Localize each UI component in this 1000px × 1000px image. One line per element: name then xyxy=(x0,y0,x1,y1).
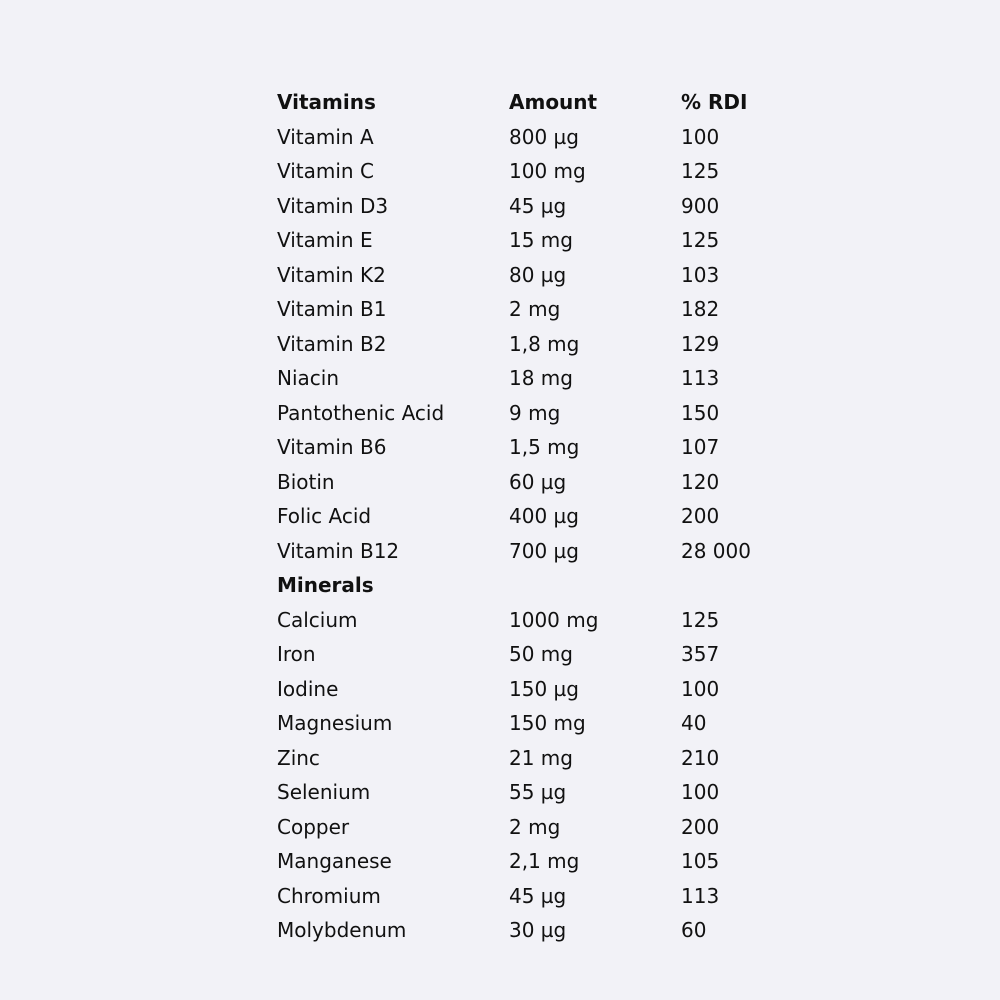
nutrient-rdi: 113 xyxy=(681,366,720,390)
nutrient-name: Zinc xyxy=(277,745,320,770)
nutrient-table-body xyxy=(277,85,801,948)
nutrient-amount: 2 mg xyxy=(509,297,561,321)
vitamin-row xyxy=(277,465,801,500)
nutrient-rdi: 107 xyxy=(681,435,720,459)
mineral-row xyxy=(277,844,801,879)
nutrient-table xyxy=(277,85,801,948)
vitamin-row xyxy=(277,120,801,155)
nutrient-amount: 9 mg xyxy=(509,400,561,425)
nutrient-amount: 21 mg xyxy=(509,745,573,770)
nutrient-name: Vitamin K2 xyxy=(277,262,386,287)
nutrient-name: Vitamin B2 xyxy=(277,331,387,356)
nutrient-rdi: 125 xyxy=(681,607,720,632)
nutrient-name: Calcium xyxy=(277,607,358,632)
nutrient-name: Magnesium xyxy=(277,711,393,735)
nutrient-amount: 50 mg xyxy=(509,642,573,666)
vitamin-row xyxy=(277,258,801,293)
nutrient-name: Chromium xyxy=(277,883,381,908)
nutrient-amount: 15 mg xyxy=(509,228,573,252)
nutrient-rdi: 40 xyxy=(681,711,707,735)
nutrient-rdi: 182 xyxy=(681,297,720,321)
nutrient-rdi: 125 xyxy=(681,228,720,252)
nutrient-rdi: 113 xyxy=(681,883,720,908)
nutrient-name: Iodine xyxy=(277,676,339,701)
vitamin-row xyxy=(277,154,801,189)
nutrient-rdi: 150 xyxy=(681,400,720,425)
minerals-header-row xyxy=(277,568,801,603)
mineral-row xyxy=(277,741,801,776)
mineral-row xyxy=(277,879,801,914)
nutrient-rdi: 900 xyxy=(681,193,720,218)
header-row xyxy=(277,85,801,120)
mineral-row xyxy=(277,913,801,948)
nutrient-name: Vitamin B1 xyxy=(277,297,387,321)
nutrient-amount: 60 µg xyxy=(509,469,567,494)
nutrient-name: Vitamin D3 xyxy=(277,193,389,218)
nutrient-rdi: 103 xyxy=(681,262,720,287)
nutrient-name: Biotin xyxy=(277,469,335,494)
nutrient-rdi: 129 xyxy=(681,331,720,356)
nutrient-rdi: 28 000 xyxy=(681,538,751,563)
nutrient-amount: 150 mg xyxy=(509,711,586,735)
nutrient-amount: 100 mg xyxy=(509,159,586,183)
nutrient-rdi: 60 xyxy=(681,918,707,942)
vitamin-row xyxy=(277,223,801,258)
vitamin-row xyxy=(277,327,801,362)
mineral-row xyxy=(277,672,801,707)
nutrient-amount: 45 µg xyxy=(509,193,567,218)
nutrient-name: Manganese xyxy=(277,849,392,873)
nutrient-amount: 80 µg xyxy=(509,262,567,287)
nutrient-rdi: 100 xyxy=(681,124,720,149)
nutrient-amount: 2 mg xyxy=(509,814,561,839)
mineral-row xyxy=(277,775,801,810)
nutrient-amount: 1000 mg xyxy=(509,607,599,632)
nutrient-amount: 700 µg xyxy=(509,538,579,563)
nutrient-rdi: 200 xyxy=(681,504,720,528)
vitamin-row xyxy=(277,396,801,431)
vitamins-header: Vitamins xyxy=(277,90,376,114)
nutrient-rdi: 357 xyxy=(681,642,720,666)
minerals-header: Minerals xyxy=(277,573,374,597)
nutrient-name: Iron xyxy=(277,642,316,666)
nutrient-amount: 45 µg xyxy=(509,883,567,908)
nutrient-amount: 1,5 mg xyxy=(509,435,580,459)
nutrient-amount: 30 µg xyxy=(509,918,567,942)
vitamin-row xyxy=(277,430,801,465)
nutrient-name: Vitamin E xyxy=(277,228,373,252)
nutrient-name: Copper xyxy=(277,814,350,839)
empty-cell xyxy=(509,568,681,603)
rdi-header: % RDI xyxy=(681,90,748,114)
nutrient-amount: 800 µg xyxy=(509,124,579,149)
nutrient-name: Vitamin C xyxy=(277,159,374,183)
nutrient-rdi: 100 xyxy=(681,780,720,804)
amount-header: Amount xyxy=(509,90,598,114)
nutrient-amount: 18 mg xyxy=(509,366,573,390)
nutrient-name: Pantothenic Acid xyxy=(277,400,445,425)
nutrient-name: Vitamin B6 xyxy=(277,435,387,459)
vitamin-row xyxy=(277,534,801,569)
mineral-row xyxy=(277,603,801,638)
nutrient-amount: 2,1 mg xyxy=(509,849,580,873)
nutrient-rdi: 100 xyxy=(681,676,720,701)
nutrient-name: Vitamin B12 xyxy=(277,538,400,563)
mineral-row xyxy=(277,810,801,845)
nutrient-amount: 400 µg xyxy=(509,504,579,528)
nutrient-amount: 1,8 mg xyxy=(509,331,580,356)
vitamin-row xyxy=(277,292,801,327)
nutrient-name: Folic Acid xyxy=(277,504,372,528)
nutrient-name: Vitamin A xyxy=(277,124,374,149)
vitamin-row xyxy=(277,189,801,224)
nutrient-name: Molybdenum xyxy=(277,918,407,942)
vitamin-row xyxy=(277,499,801,534)
nutrient-amount: 150 µg xyxy=(509,676,579,701)
nutrient-name: Selenium xyxy=(277,780,371,804)
empty-cell xyxy=(681,568,801,603)
vitamin-row xyxy=(277,361,801,396)
mineral-row xyxy=(277,706,801,741)
nutrient-rdi: 105 xyxy=(681,849,720,873)
nutrient-rdi: 200 xyxy=(681,814,720,839)
mineral-row xyxy=(277,637,801,672)
nutrient-rdi: 210 xyxy=(681,745,720,770)
nutrient-amount: 55 µg xyxy=(509,780,567,804)
nutrient-rdi: 120 xyxy=(681,469,720,494)
nutrient-rdi: 125 xyxy=(681,159,720,183)
nutrient-name: Niacin xyxy=(277,366,340,390)
